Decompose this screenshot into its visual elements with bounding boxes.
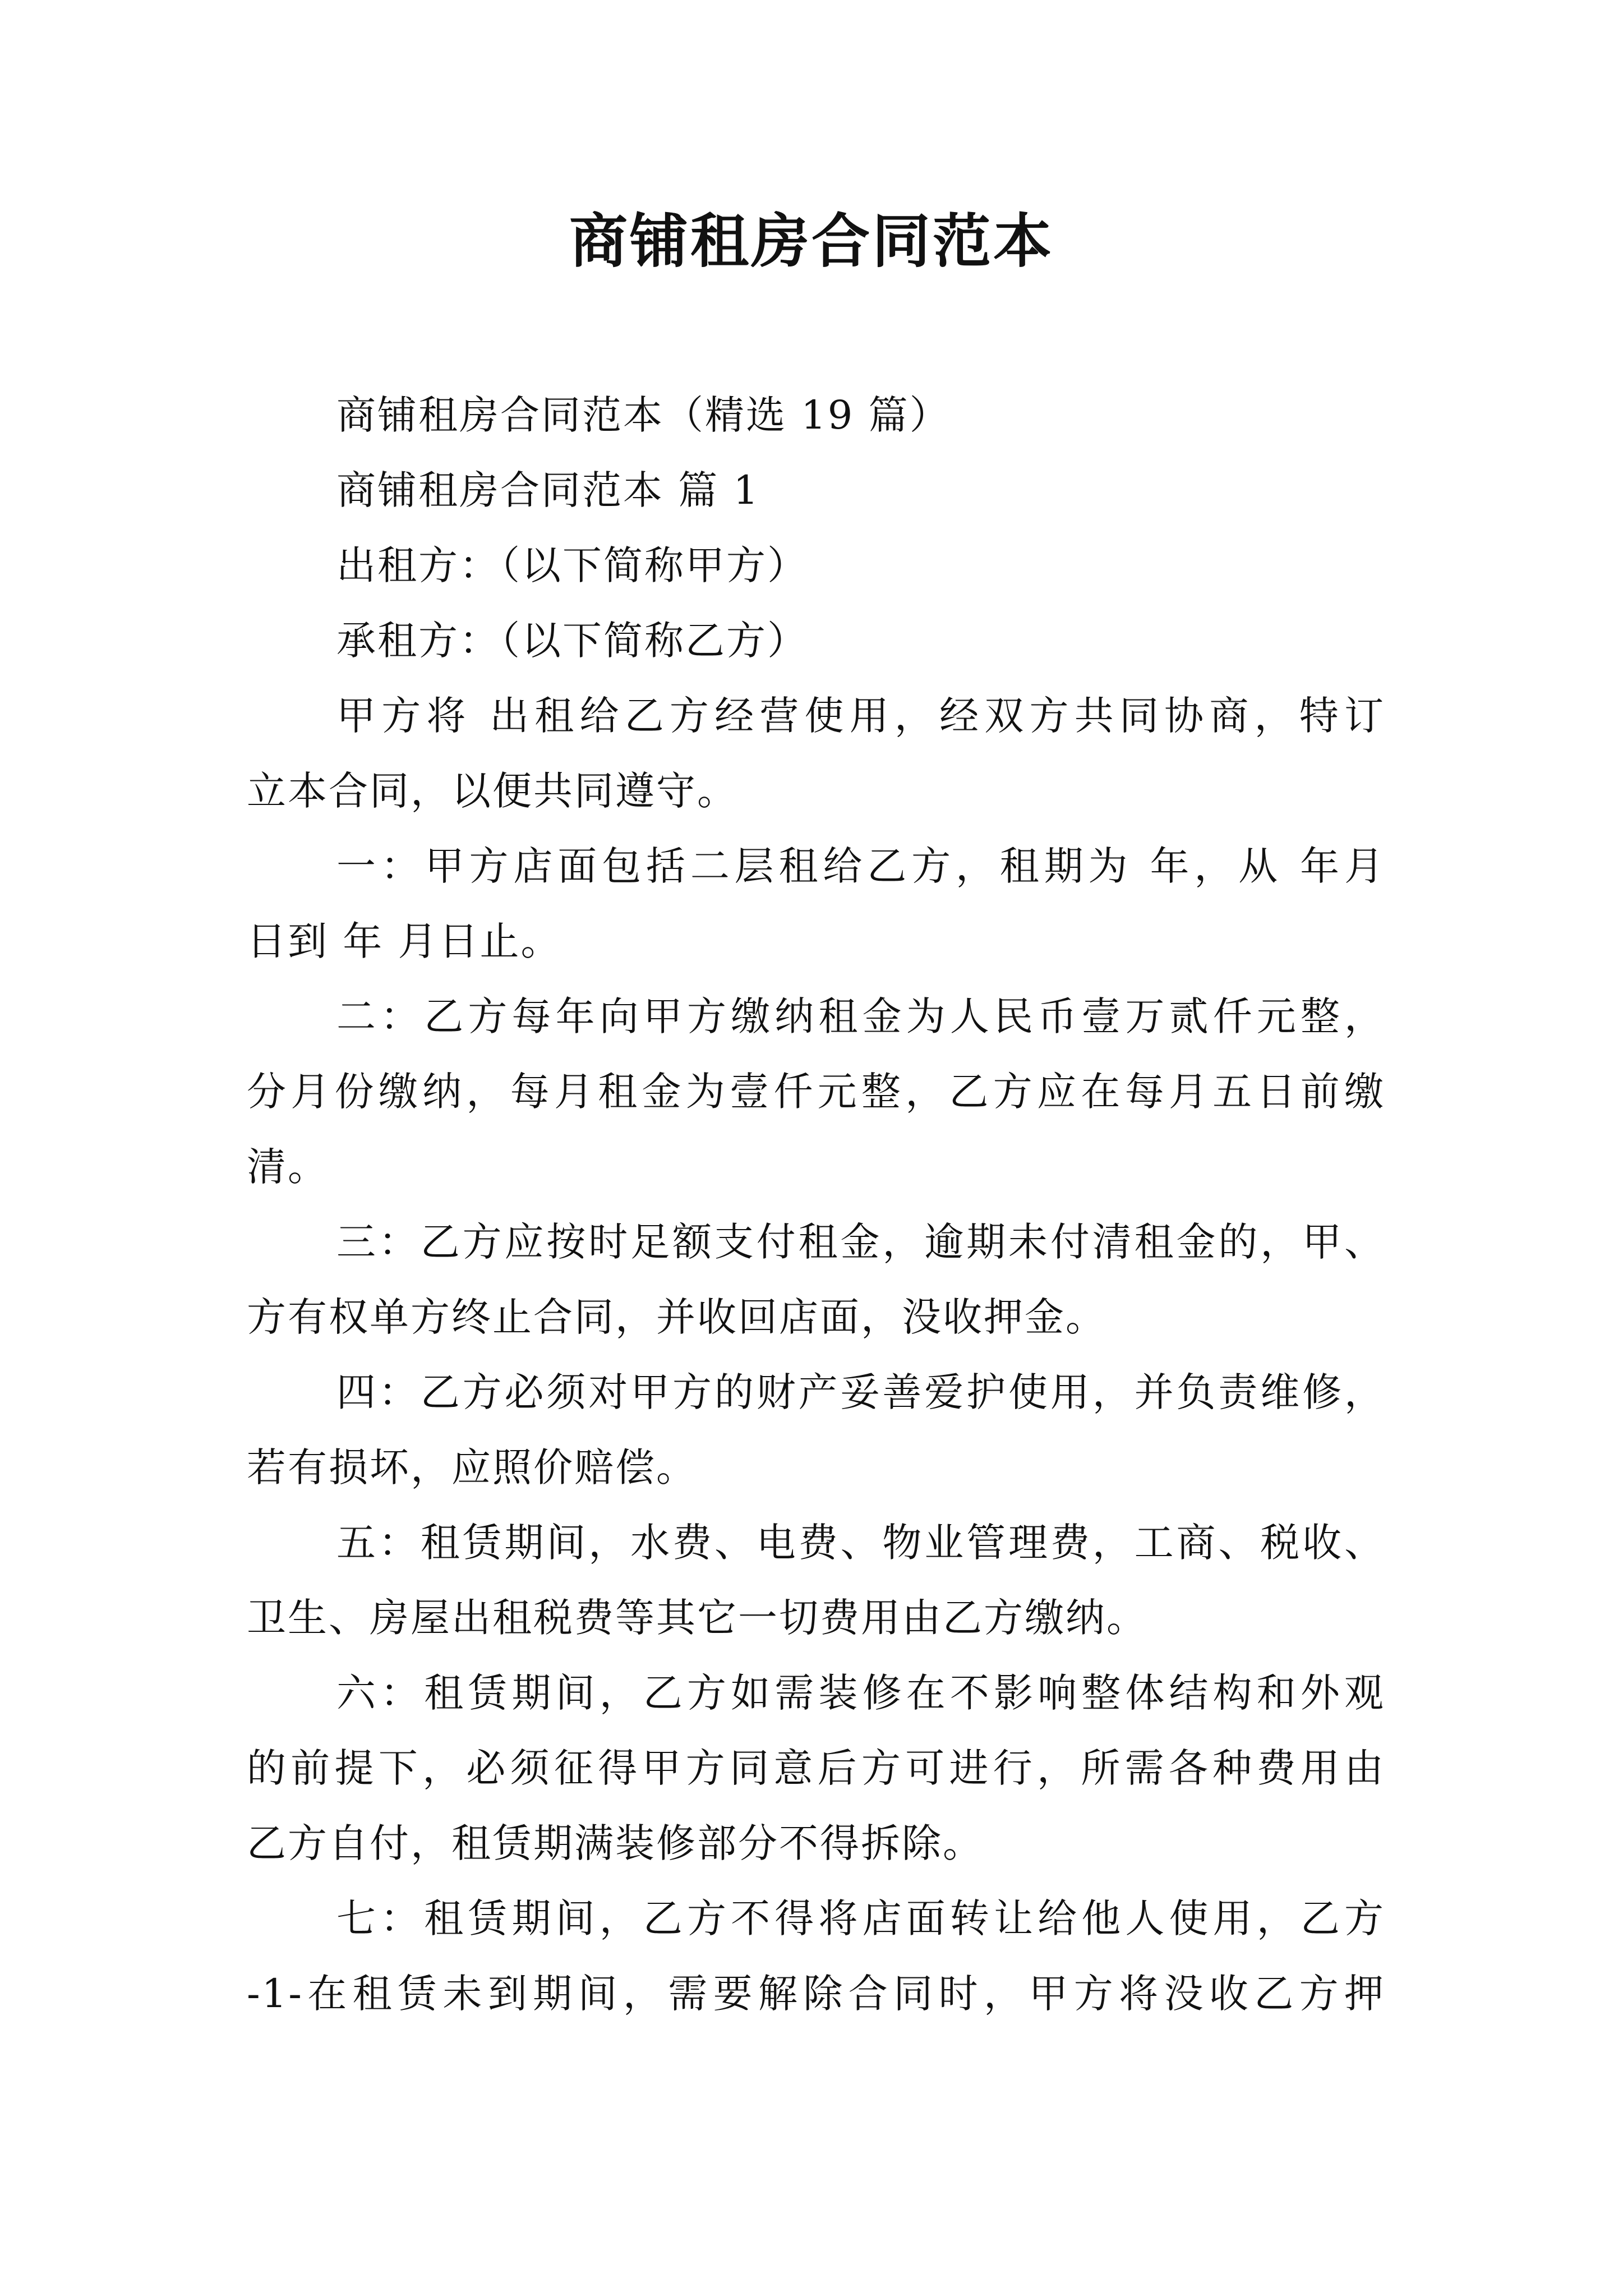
paragraph-line: 二：乙方每年向甲方缴纳租金为人民币壹万贰仟元整，	[336, 993, 1385, 1039]
document-title: 商铺租房合同范本	[569, 206, 1054, 275]
paragraph-line: 乙方自付，租赁期满装修部分不得拆除。	[247, 1820, 984, 1866]
paragraph-line: 卫生、房屋出租税费等其它一切费用由乙方缴纳。	[247, 1595, 1147, 1641]
paragraph-line: 若有损坏，应照价赔偿。	[247, 1444, 697, 1490]
paragraph-line: 三：乙方应按时足额支付租金，逾期未付清租金的，甲、	[336, 1219, 1385, 1265]
paragraph-line: 一：甲方店面包括二层租给乙方，租期为 年，从 年月	[336, 843, 1385, 889]
lessor-line: 出租方：（以下简称甲方）	[336, 542, 808, 588]
paragraph-line-with-page-number: -1-在租赁未到期间，需要解除合同时，甲方将没收乙方押	[247, 1971, 1385, 2017]
lessee-line: 承租方：（以下简称乙方）	[336, 618, 808, 664]
paragraph-line: 七：租赁期间，乙方不得将店面转让给他人使用，乙方	[336, 1895, 1385, 1941]
paragraph-line: 五：租赁期间，水费、电费、物业管理费，工商、税收、	[336, 1520, 1385, 1566]
paragraph-line: 甲方将 出租给乙方经营使用，经双方共同协商，特订	[336, 693, 1385, 739]
paragraph-line: 方有权单方终止合同，并收回店面，没收押金。	[247, 1294, 1106, 1340]
paragraph-line: 六：租赁期间，乙方如需装修在不影响整体结构和外观	[336, 1670, 1385, 1716]
paragraph-line: 日到 年 月日止。	[247, 918, 562, 964]
section-heading: 商铺租房合同范本 篇 1	[336, 467, 760, 513]
paragraph-line: 分月份缴纳，每月租金为壹仟元整，乙方应在每月五日前缴	[247, 1069, 1385, 1115]
paragraph-line: 的前提下，必须征得甲方同意后方可进行，所需各种费用由	[247, 1745, 1385, 1791]
paragraph-line: 立本合同，以便共同遵守。	[247, 768, 738, 814]
subtitle-line: 商铺租房合同范本（精选 19 篇）	[336, 392, 951, 438]
paragraph-line: 清。	[247, 1144, 329, 1190]
paragraph-line: 四：乙方必须对甲方的财产妥善爱护使用，并负责维修，	[336, 1369, 1385, 1415]
